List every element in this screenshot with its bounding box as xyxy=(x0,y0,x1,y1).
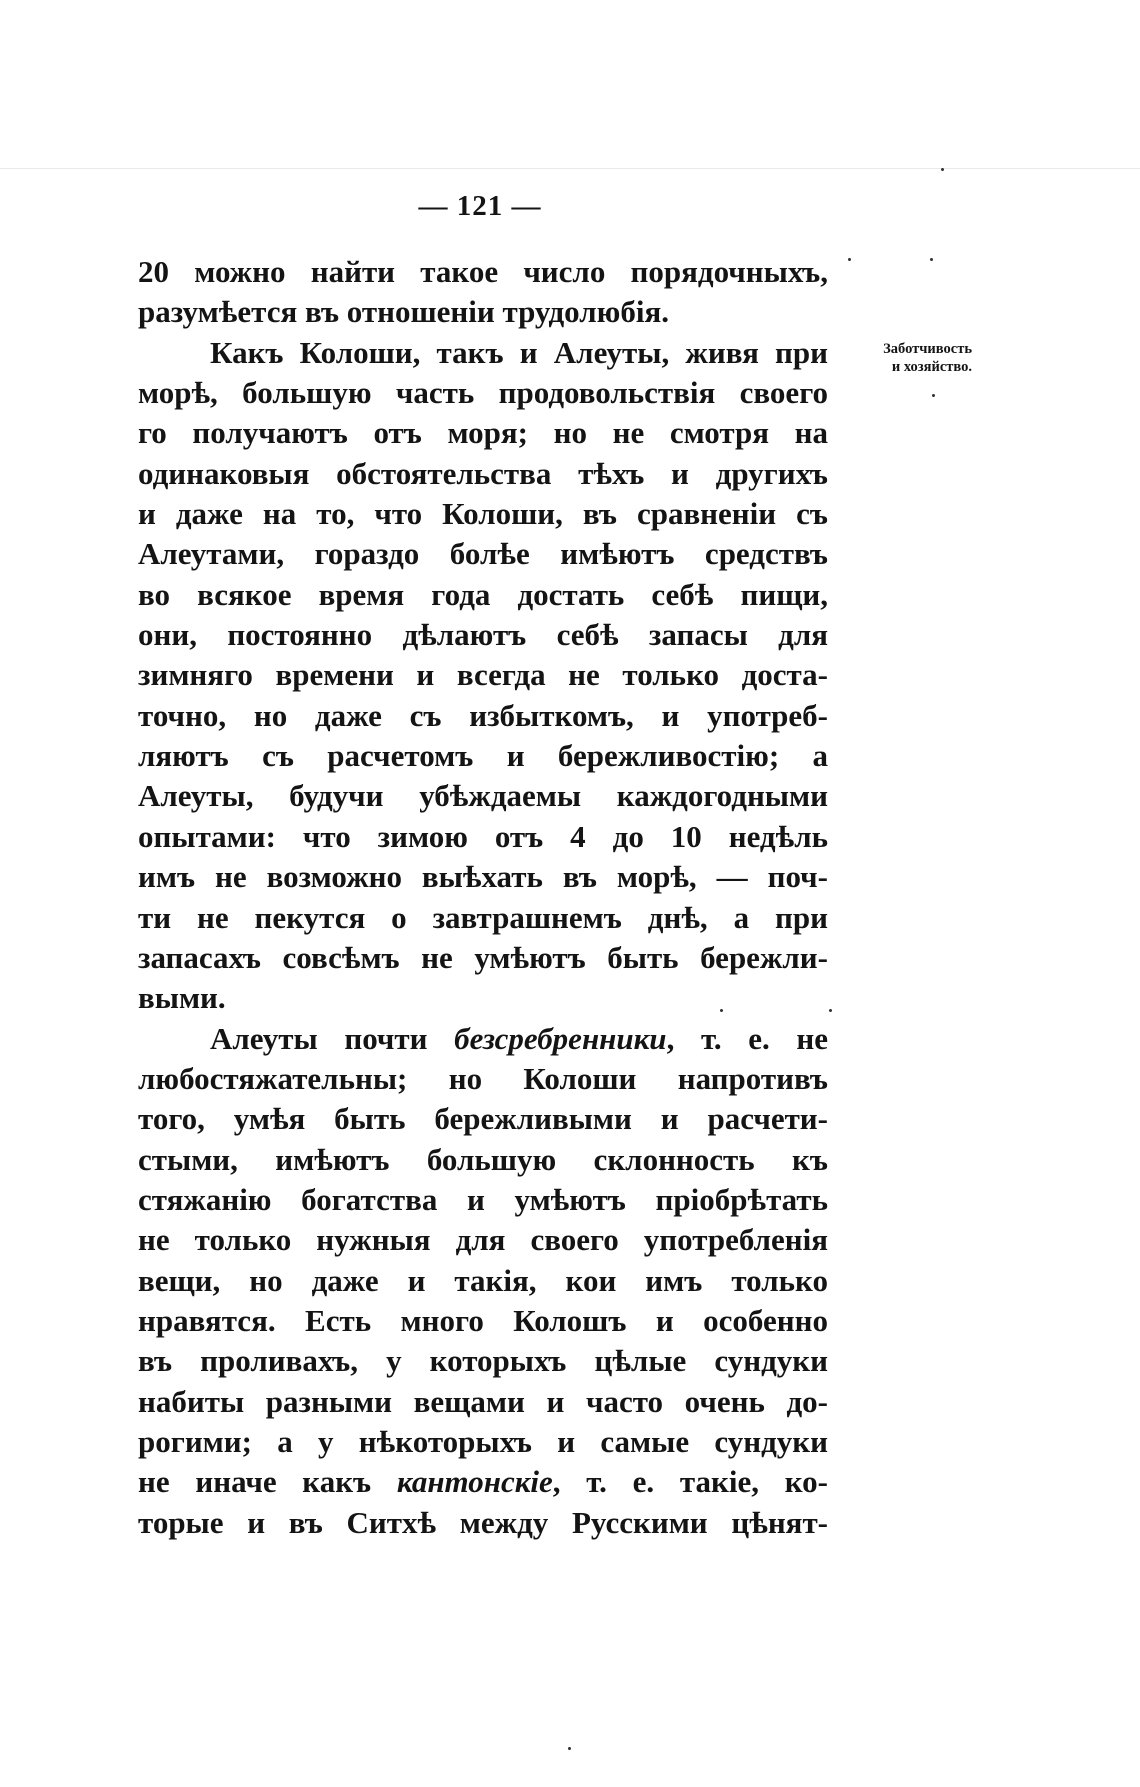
text-line xyxy=(138,1019,828,1059)
text-line: ляютъ съ расчетомъ и бережливостію; а xyxy=(138,738,828,774)
text-segment: Алеуты почти xyxy=(210,1020,455,1056)
scan-speck xyxy=(941,168,944,171)
text-line: морѣ, большую часть продовольствія своего xyxy=(138,375,828,411)
text-line: разумѣется въ отношеніи трудолюбія. xyxy=(138,294,669,330)
text-line: зимняго времени и всегда не только доста- xyxy=(138,657,828,693)
text-line: набиты разными вещами и часто очень до- xyxy=(138,1383,828,1419)
scan-speck xyxy=(848,258,851,261)
text-line: нравятся. Есть много Колошъ и особенно xyxy=(138,1302,828,1338)
text-line: точно, но даже съ избыткомъ, и употреб- xyxy=(138,697,828,733)
text-line: запасахъ совсѣмъ не умѣютъ быть бережли- xyxy=(138,939,828,975)
text-line: въ проливахъ, у которыхъ цѣлые сундуки xyxy=(138,1343,828,1379)
text-line: любостяжательны; но Колоши напротивъ xyxy=(138,1060,828,1096)
text-line: рогими; а у нѣкоторыхъ и самые сундуки xyxy=(138,1423,828,1459)
margin-note-line: и хозяйство. xyxy=(891,359,972,375)
margin-note-line: Заботчивость xyxy=(883,341,972,357)
scan-speck xyxy=(930,258,933,261)
text-line: стыми, имѣютъ большую склонность къ xyxy=(138,1141,828,1177)
text-line: го получаютъ отъ моря; но не смотря на xyxy=(138,415,828,451)
text-segment: , т. е. не xyxy=(666,1020,828,1056)
text-line: ти не пекутся о завтрашнемъ днѣ, а при xyxy=(138,899,828,935)
italic-term: кантонскіе xyxy=(396,1464,553,1500)
scan-speck xyxy=(568,1747,571,1750)
text-segment: , т. е. такіе, ко- xyxy=(552,1464,828,1500)
text-line: торые и въ Ситхѣ между Русскими цѣнят- xyxy=(138,1504,828,1540)
text-line: стяжанію богатства и умѣютъ пріобрѣтать xyxy=(138,1181,828,1217)
text-line: 20 можно найти такое число порядочныхъ, xyxy=(138,254,828,289)
scan-edge-line xyxy=(0,168,1140,169)
text-line: вещи, но даже и такія, кои имъ только xyxy=(138,1262,828,1298)
text-line xyxy=(138,1462,828,1502)
body-text xyxy=(138,252,828,1543)
text-line: опытами: что зимою отъ 4 до 10 недѣль xyxy=(138,818,828,854)
text-line: выми. xyxy=(138,980,226,1016)
margin-note xyxy=(832,340,972,376)
scan-speck xyxy=(720,1009,723,1012)
text-line: Какъ Колоши, такъ и Алеуты, живя при xyxy=(210,334,828,370)
text-line: имъ не возможно выѣхать въ морѣ, — поч- xyxy=(138,859,828,895)
text-line: они, постоянно дѣлаютъ себѣ запасы для xyxy=(138,617,828,653)
text-line: того, умѣя быть бережливыми и расчети- xyxy=(138,1101,828,1137)
scan-speck xyxy=(932,394,935,397)
italic-term: безсребренники xyxy=(454,1020,667,1056)
text-line: Алеуты, будучи убѣждаемы каждогодными xyxy=(138,778,828,814)
text-line: во всякое время года достать себѣ пищи, xyxy=(138,576,828,612)
text-line: и даже на то, что Колоши, въ сравненіи съ xyxy=(138,496,828,532)
scan-speck xyxy=(829,1009,832,1012)
text-segment: не иначе какъ xyxy=(138,1464,397,1500)
page-number: — 121 — xyxy=(418,190,542,222)
text-line: Алеутами, гораздо болѣе имѣютъ средствъ xyxy=(138,536,828,572)
text-line: одинаковыя обстоятельства тѣхъ и другихъ xyxy=(138,455,828,491)
text-line: не только нужныя для своего употребленія xyxy=(138,1222,828,1258)
